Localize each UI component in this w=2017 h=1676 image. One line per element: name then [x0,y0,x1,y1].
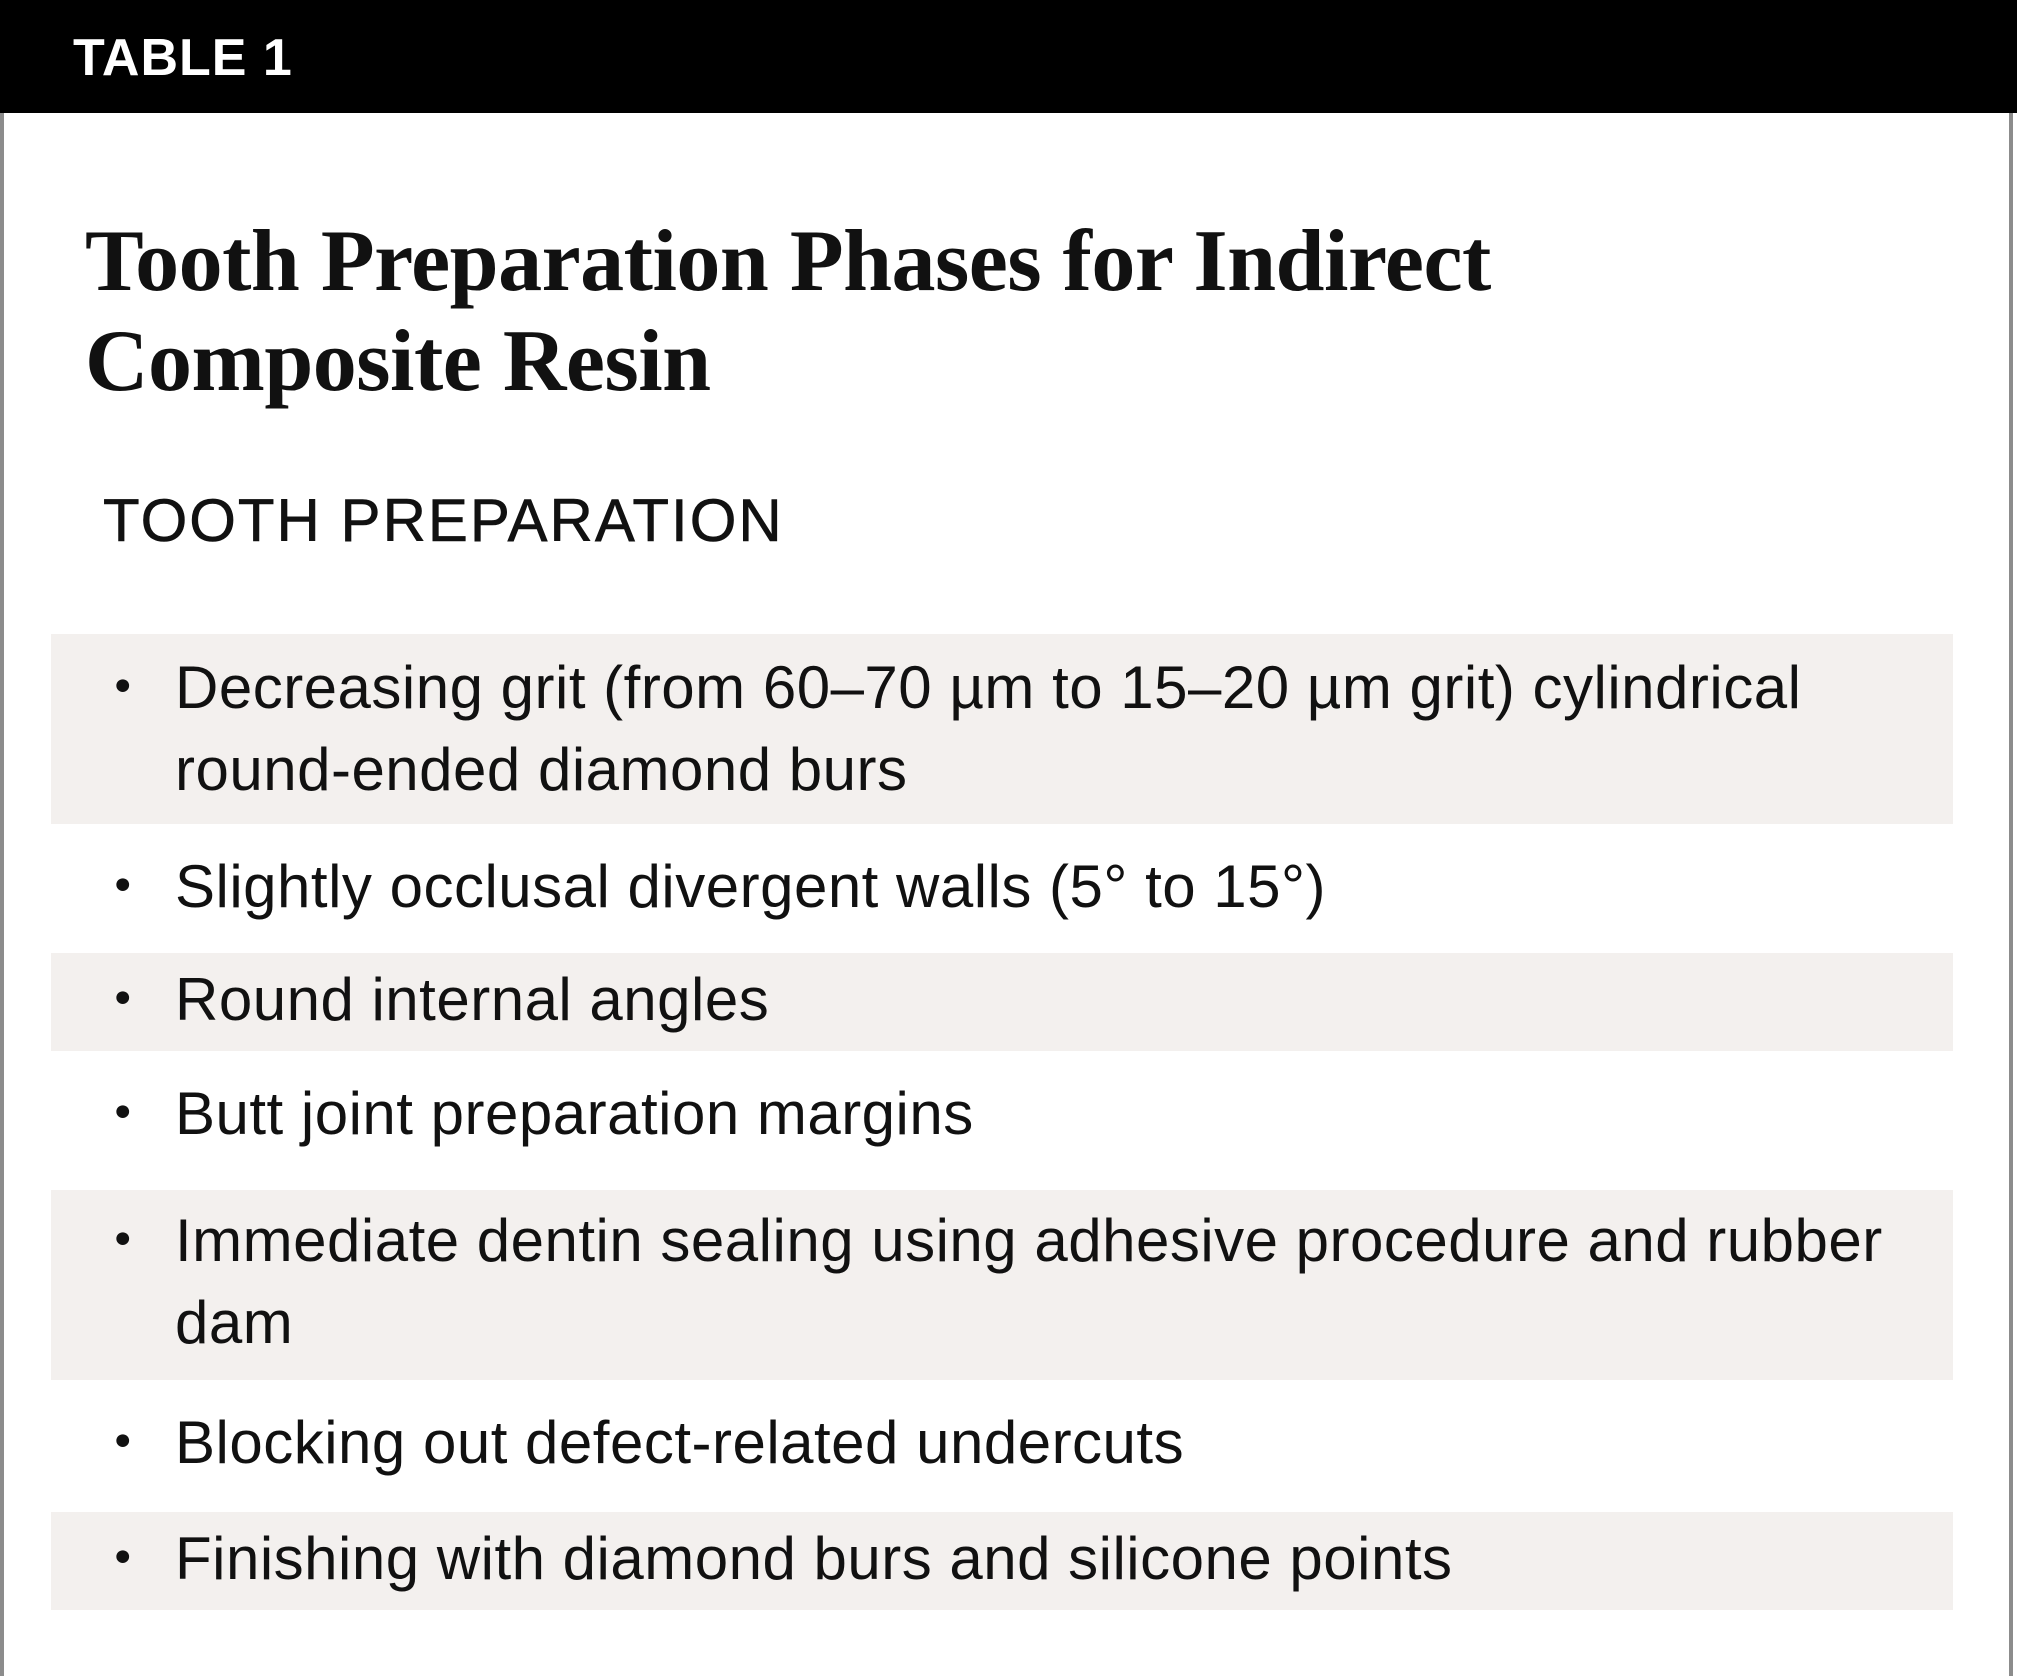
list-item-text: Immediate dentin sealing using adhesive procedure and rubber dam [175,1207,1883,1356]
list-item-text: Finishing with diamond burs and silicone points [175,1525,1453,1592]
bullet-icon: • [109,1088,137,1139]
table-label: TABLE 1 [73,29,293,87]
bullet-icon: • [109,1417,137,1468]
section-heading: TOOTH PREPARATION [103,487,784,554]
list-item-text: Blocking out defect-related undercuts [175,1409,1185,1476]
bullet-icon: • [109,1215,137,1266]
list-item [51,1190,1953,1380]
list-item-text: Decreasing grit (from 60–70 µm to 15–20 µm grit) cylindrical round-ended diamond burs [175,654,1802,803]
list-item [51,634,1953,824]
bullet-icon: • [109,1533,137,1584]
bullet-icon: • [109,974,137,1025]
list-item [51,824,1953,953]
list-item [51,953,1953,1051]
list-item [51,1512,1953,1610]
bullet-icon: • [109,662,137,713]
list-item [51,1051,1953,1190]
bullet-icon: • [109,861,137,912]
list-item-text: Slightly occlusal divergent walls (5° to 15°) [175,853,1326,920]
list-item-text: Butt joint preparation margins [175,1080,974,1147]
table-header-bar [0,0,2017,113]
list-item [51,1380,1953,1512]
table-title: Tooth Preparation Phases for Indirect Composite Resin [85,213,1491,410]
list-item-text: Round internal angles [175,966,770,1033]
preparation-steps-list [51,634,1953,1610]
